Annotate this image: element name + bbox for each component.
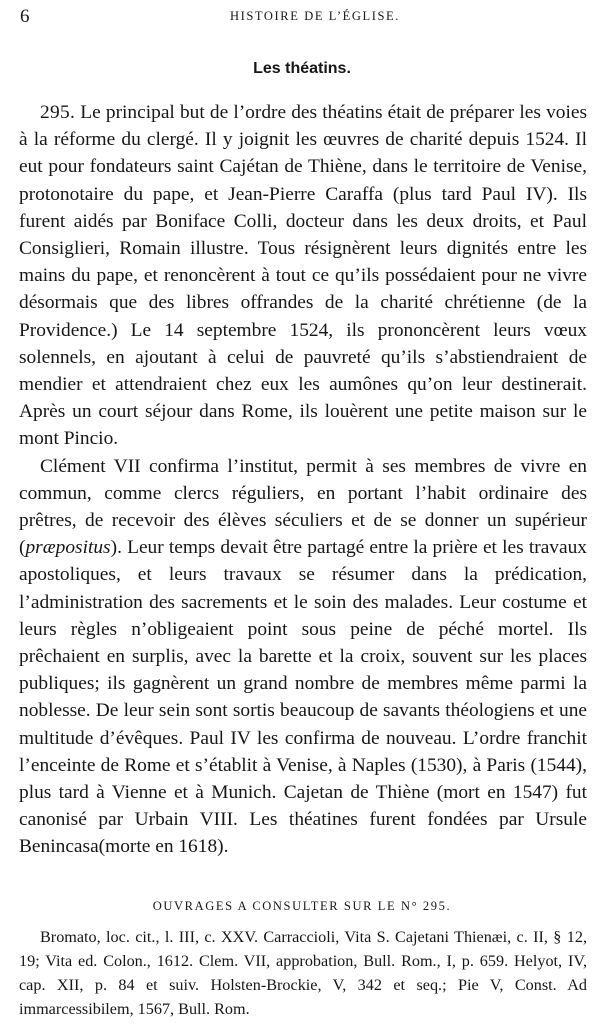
section-title: Les théatins. xyxy=(253,60,351,77)
page-number: 6 xyxy=(20,6,30,27)
bibliography-text: Bromato, loc. cit., l. III, c. XXV. Carraccioli, Vita S. Cajetani Thienæi, c. II, § 12, 19; Vita ed. Colon., 1612. Clem. VII, approbation, Bull. Rom., I, p. 659. Helyot, IV, cap. XII, p. 84 et suiv. Holsten-Brockie, V, 342 et seq.; Pie V, Const. Ad immarcessibilem, 1567, Bull. Rom. xyxy=(19,928,587,1018)
paragraph-clement xyxy=(19,453,587,861)
body-text xyxy=(19,99,587,861)
paragraph-295 xyxy=(19,99,587,453)
paragraph-295-text: Le principal but de l’ordre des théatins était de préparer les voies à la réforme du clergé. Il y joignit les œuvres de charité depuis 1524. Il eut pour fondateurs saint Cajétan de Thiène, dans le territoire de Venise, protonotaire du pape, et Jean-Pierre Caraffa (plus tard Paul IV). Ils furent aidés par Boniface Colli, docteur dans les deux droits, et Paul Consiglieri, Romain illustre. Tous résignèrent leurs dignités entre les mains du pape, et renoncèrent à tout ce qu’ils possédaient pour ne vivre désormais que des libres offrandes de la charité chrétienne (de la Providence.) Le 14 septembre 1524, ils prononcèrent leurs vœux solennels, en ajoutant à celui de pauvreté qu’ils s’abstiendraient de mendier et attendraient chez eux les aumônes qu’on leur destinerait. Après un court séjour dans Rome, ils louèrent une petite maison sur le mont Pincio. xyxy=(19,102,587,450)
paragraph-clement-text-after: ). Leur temps devait être partagé entre la prière et les travaux apostoliques, et leurs travaux se résumer dans la prédication, l’administration des sacrements et le soin des malades. Leur costume et leurs règles n’obligeaient point sous peine de péché mortel. Ils prêchaient en surplis, avec la barette et la croix, souvent sur les places publiques; ils gagnèrent un grand nombre de membres même parmi la noblesse. De leur sein sont sortis beaucoup de savants théologiens et une multitude d’évêques. Paul IV les confirma de nouveau. L’ordre franchit l’enceinte de Rome et s’établit à Venise, à Naples (1530), à Paris (1544), plus tard à Vienne et à Munich. Cajetan de Thiène (mort en 1547) fut canonisé par Urbain VIII. Les théatines furent fondées par Ursule Benincasa(morte en 1618). xyxy=(19,537,587,858)
bibliography xyxy=(19,925,587,1021)
praepositus-italic: præpositus xyxy=(25,537,111,559)
running-title: HISTOIRE DE L’ÉGLISE. xyxy=(229,9,401,23)
running-head xyxy=(20,6,592,28)
bibliography-title: OUVRAGES A CONSULTER SUR LE N° 295. xyxy=(152,899,452,913)
paragraph-number: 295. xyxy=(40,102,76,123)
paragraph-clement-text-before: Clément VII confirma l’institut, permit à ses membres de vivre en commun, comme clercs réguliers, en portant l’habit ordinaire des prêtres, de recevoir des élèves séculiers et de se donner un supérieur ( xyxy=(19,455,587,559)
